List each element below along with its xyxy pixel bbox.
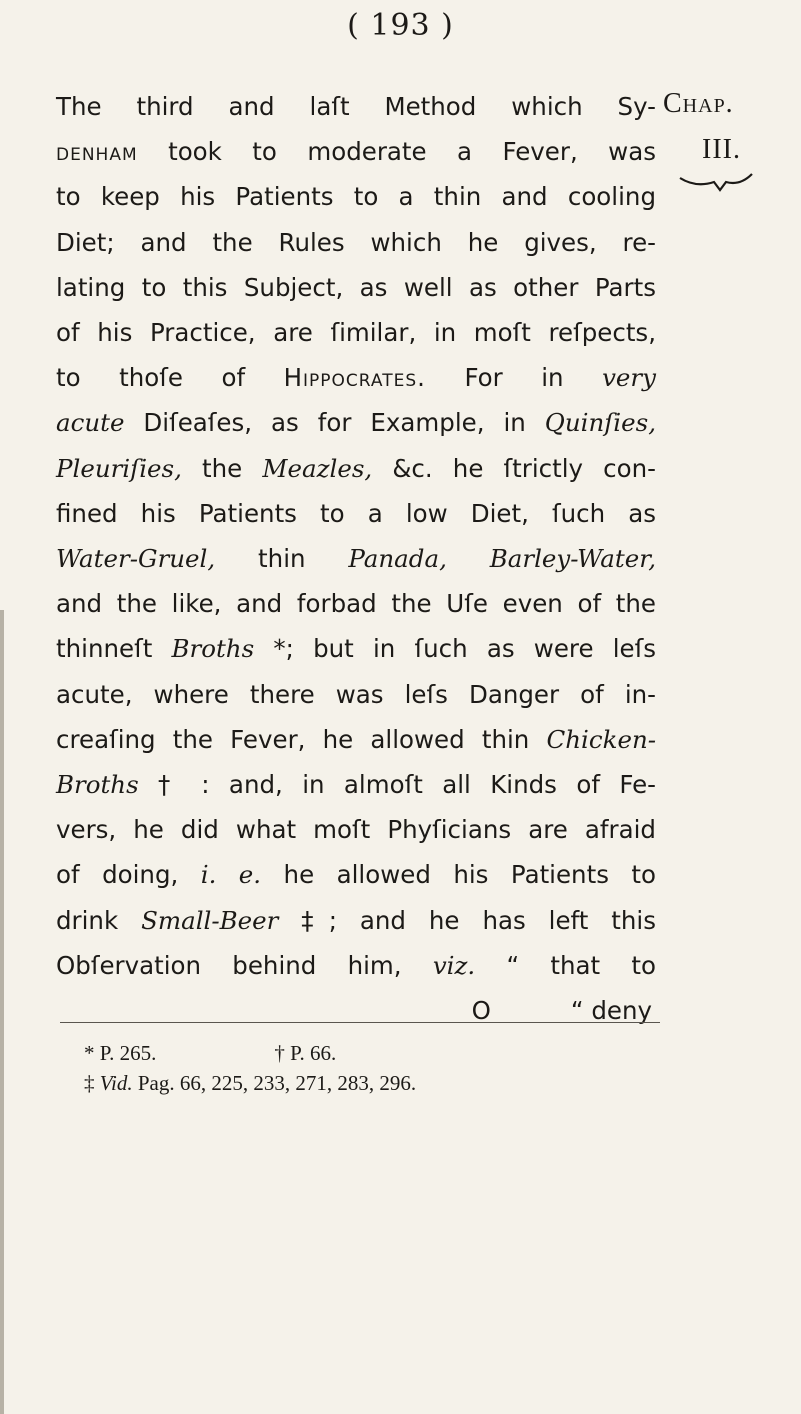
text-line: of doing, i. e. he allowed his Patients to (56, 860, 657, 890)
text-line: acute Diſeaſes, as for Example, in Quinſies, (56, 408, 656, 438)
text-line: and the like, and forbad the Uſe even of the (56, 589, 656, 619)
page-edge-shadow (0, 610, 4, 1414)
footnote-row: ‡ Vid. Pag. 66, 225, 233, 271, 283, 296. (84, 1071, 417, 1095)
catchword: “ deny (570, 996, 652, 1026)
text-line: to thoſe of Hippocrates. For in very (56, 363, 656, 393)
chapter-number: III. (702, 134, 741, 165)
catchword-brace-icon (678, 172, 754, 194)
footnote-rule (60, 1022, 660, 1023)
text-line: creaſing the Fever, he allowed thin Chicken- (56, 724, 656, 754)
text-line: The third and laſt Method which Sy- (56, 92, 656, 121)
text-line-signature (56, 988, 656, 1033)
text-line: fined his Patients to a low Diet, ſuch as (56, 498, 656, 528)
text-line: denham took to moderate a Fever, was (56, 137, 656, 167)
main-text (56, 84, 656, 1033)
text-line: vers, he did what moſt Phyſicians are afraid (56, 815, 656, 845)
text-line: Diet; and the Rules which he gives, re- (56, 227, 656, 257)
text-line: thinneſt Broths *; but in ſuch as were leſs (56, 634, 656, 664)
footnote-row: * P. 265. † P. 66. (84, 1041, 337, 1065)
chapter-label: Chap. (663, 88, 734, 119)
text-line: Water-Gruel, thin Panada, Barley-Water, (56, 544, 656, 574)
text-line: lating to this Subject, as well as other Parts (56, 272, 656, 302)
text-line: of his Practice, are ſimilar, in moſt reſpects, (56, 318, 656, 348)
text-line: to keep his Patients to a thin and cooling (56, 182, 656, 212)
text-line: drink Small-Beer ‡; and he has left this (56, 905, 656, 935)
author-name: denham (56, 137, 138, 167)
footnotes (84, 1038, 416, 1098)
text-line: Obſervation behind him, viz. “ that to (56, 950, 656, 980)
text-line: Broths † : and, in almoſt all Kinds of Fe- (56, 770, 656, 800)
text-line: acute, where there was leſs Danger of in- (56, 679, 656, 709)
author-name: Hippocrates. (283, 363, 426, 393)
text-line: Pleuriſies, the Meazles, &c. he ſtrictly con- (56, 453, 656, 483)
page-number: ( 193 ) (347, 8, 454, 43)
signature-mark: O (471, 996, 491, 1026)
